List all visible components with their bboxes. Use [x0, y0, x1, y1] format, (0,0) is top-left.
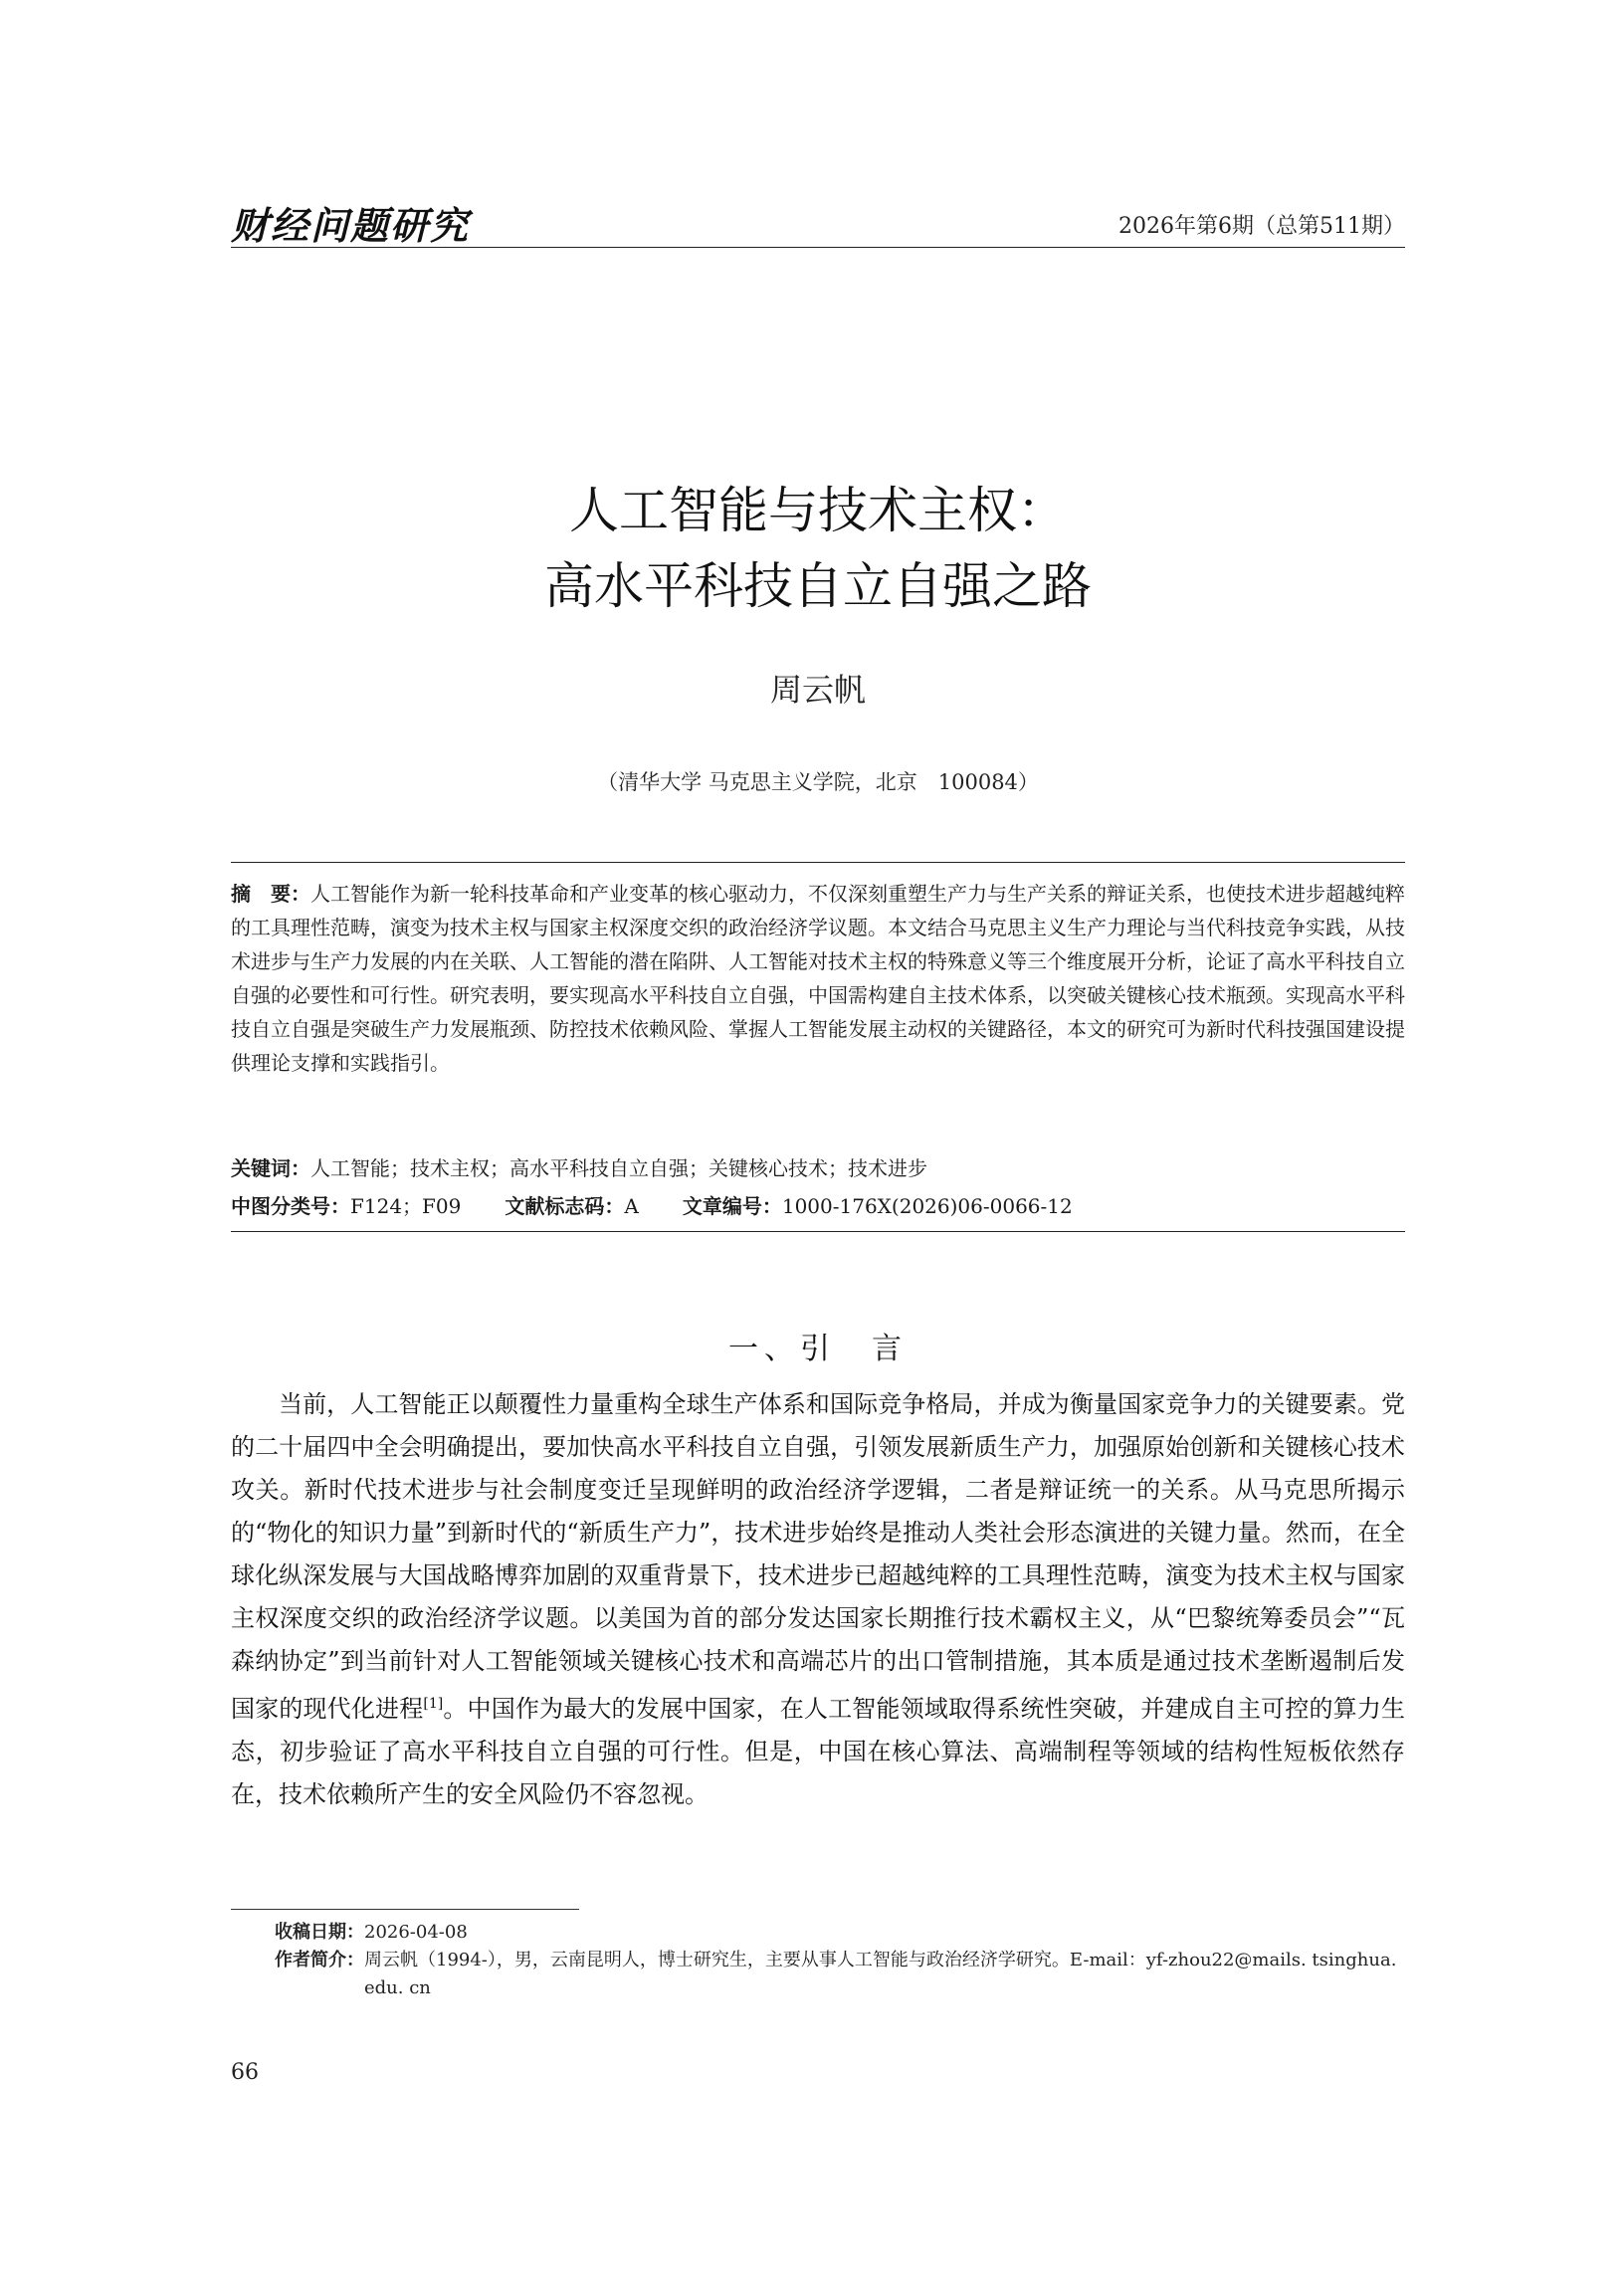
abstract-label: 摘 要：	[231, 882, 310, 906]
footnotes	[275, 1919, 1405, 2002]
body-paragraph	[231, 1383, 1405, 1816]
doc-code-value: A	[624, 1194, 639, 1218]
title-line-2: 高水平科技自立自强之路	[544, 557, 1092, 615]
footnote-received	[275, 1919, 1405, 1947]
classification-line	[231, 1189, 1405, 1223]
page-number: 66	[231, 2060, 259, 2085]
keywords	[231, 1151, 1405, 1185]
bio-text: 周云帆（1994-），男，云南昆明人，博士研究生，主要从事人工智能与政治经济学研究。E-mail：yf-zhou22@mails. tsinghua. edu. cn	[364, 1950, 1397, 1998]
bio-label: 作者简介：	[275, 1950, 364, 1970]
abstract-block	[231, 862, 1405, 1232]
paragraph-text-1: 当前，人工智能正以颠覆性力量重构全球生产体系和国际竞争格局，并成为衡量国家竞争力的关键要素。党的二十届四中全会明确提出，要加快高水平科技自立自强，引领发展新质生产力，加强原始创新和关键核心技术攻关。新时代技术进步与社会制度变迁呈现鲜明的政治经济学逻辑，二者是辩证统一的关系。从马克思所揭示的“物化的知识力量”到新时代的“新质生产力”，技术进步始终是推动人类社会形态演进的关键力量。然而，在全球化纵深发展与大国战略博弈加剧的双重背景下，技术进步已超越纯粹的工具理性范畴，演变为技术主权与国家主权深度交织的政治经济学议题。以美国为首的部分发达国家长期推行技术霸权主义，从“巴黎统筹委员会”“瓦森纳协定”到当前针对人工智能领域关键核心技术和高端芯片的出口管制措施，其本质是通过技术垄断遏制后发国家的现代化进程	[231, 1390, 1405, 1723]
issue-info: 2026年第6期（总第511期）	[1118, 214, 1405, 239]
author-affiliation: （清华大学 马克思主义学院，北京 100084）	[597, 770, 1039, 794]
author-name: 周云帆	[769, 671, 866, 709]
journal-logo: 财经问题研究	[231, 203, 471, 248]
paragraph-text-2: 。中国作为最大的发展中国家，在人工智能领域取得系统性突破，并建成自主可控的算力生态，初步验证了高水平科技自立自强的可行性。但是，中国在核心算法、高端制程等领域的结构性短板依然存在，技术依赖所产生的安全风险仍不容忽视。	[231, 1695, 1405, 1808]
article-title	[231, 473, 1405, 624]
article-no-value: 1000-176X(2026)06-0066-12	[781, 1194, 1073, 1218]
footnote-bio	[275, 1947, 1405, 2002]
abstract-text: 人工智能作为新一轮科技革命和产业变革的核心驱动力，不仅深刻重塑生产力与生产关系的辩证关系，也使技术进步超越纯粹的工具理性范畴，演变为技术主权与国家主权深度交织的政治经济学议题。本文结合马克思主义生产力理论与当代科技竞争实践，从技术进步与生产力发展的内在关联、人工智能的潜在陷阱、人工智能对技术主权的特殊意义等三个维度展开分析，论证了高水平科技自立自强的必要性和可行性。研究表明，要实现高水平科技自立自强，中国需构建自主技术体系，以突破关键核心技术瓶颈。实现高水平科技自立自强是突破生产力发展瓶颈、防控技术依赖风险、掌握人工智能发展主动权的关键路径，本文的研究可为新时代科技强国建设提供理论支撑和实践指引。	[231, 882, 1405, 1075]
received-date: 2026-04-08	[364, 1922, 468, 1943]
received-label: 收稿日期：	[275, 1922, 364, 1943]
title-line-1: 人工智能与技术主权：	[569, 482, 1067, 539]
doc-code-label: 文献标志码：	[505, 1194, 625, 1218]
keywords-text: 人工智能；技术主权；高水平科技自立自强；关键核心技术；技术进步	[310, 1156, 927, 1180]
keywords-label: 关键词：	[231, 1156, 310, 1180]
running-header	[231, 195, 1405, 248]
footnote-rule	[231, 1909, 579, 1910]
abstract	[231, 877, 1405, 1080]
clc-label: 中图分类号：	[231, 1194, 350, 1218]
section-heading: 一、引 言	[728, 1332, 908, 1366]
article-no-label: 文章编号：	[682, 1194, 782, 1218]
citation-mark: [1]	[423, 1696, 444, 1712]
clc-value: F124；F09	[350, 1194, 462, 1218]
